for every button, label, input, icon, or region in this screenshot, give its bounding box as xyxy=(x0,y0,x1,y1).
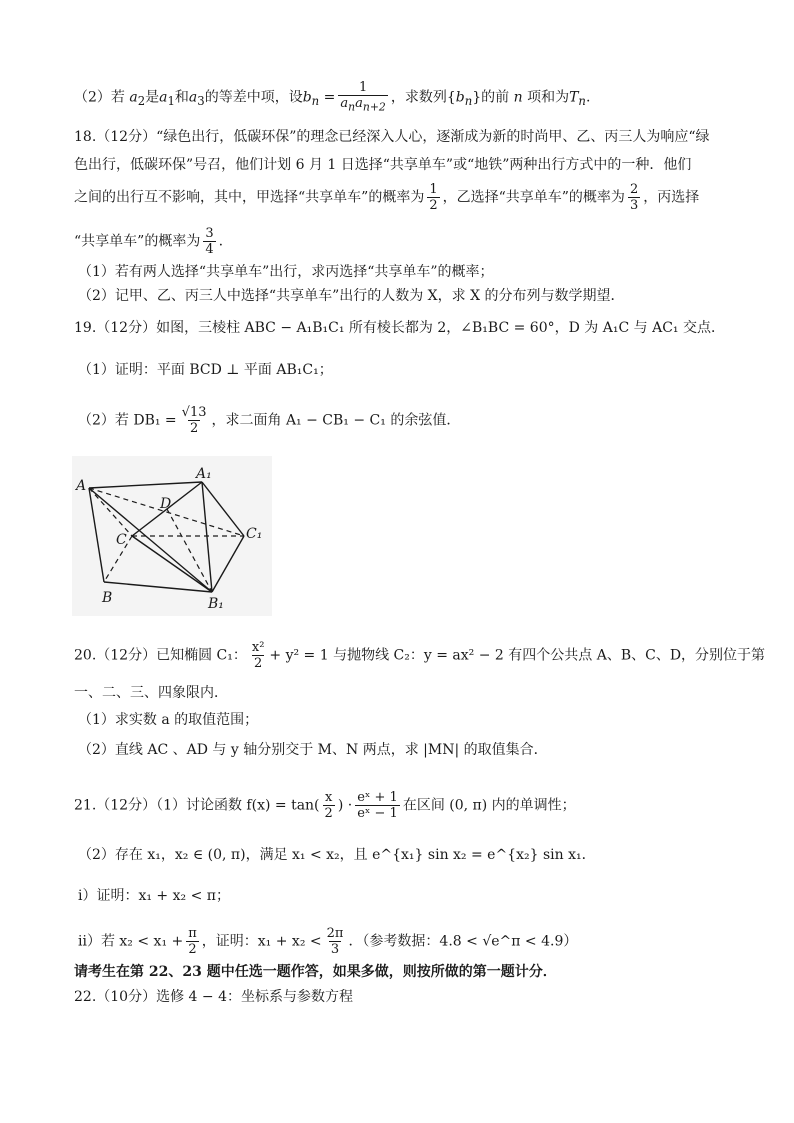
label-a: A xyxy=(76,478,87,494)
pi-over-2: $\frac{\pi}{2}$ xyxy=(188,926,197,957)
q20-line1: 20.（12分）已知椭圆 C₁： $\frac{\text{x²}}{2}$ + y² = 1 与抛物线 C₂：y = ax² − 2 有四个公共点 A、B、C、D，分别位于第 xyxy=(74,640,766,671)
q20-sub1: （1）求实数 a 的取值范围； xyxy=(78,712,259,728)
q19-sub2: （2）若 DB₁ = $\frac{√13}{2}$ ，求二面角 A₁ − CB₁ − C₁ 的余弦值． xyxy=(78,405,461,436)
ellipse-fraction: $\frac{\text{x²}}{2}$ xyxy=(251,640,265,671)
label-c: C xyxy=(116,532,127,548)
q18-line4: “共享单车”的概率为 $\frac{3}{4}$ . xyxy=(74,226,224,257)
q18-line1: 18.（12分）“绿色出行，低碳环保”的理念已经深入人心，逐渐成为新的时尚甲、乙、丙三人为响应“绿 xyxy=(74,129,710,145)
selection-notice: 请考生在第 22、23 题中任选一题作答，如果多做，则按所做的第一题计分． xyxy=(74,964,557,980)
label-b: B xyxy=(102,590,113,606)
q17-part2: （2）若 $a_2$是$a_1$和$a_3$的等差中项，设$b_n$ = $\frac{1}{a_na_{n+2}}$ ，求数列$\{b_n\}$的前 n 项和为$T_n$. xyxy=(74,80,591,114)
q22-title: 22.（10分）选修 4 − 4：坐标系与参数方程 xyxy=(74,989,353,1005)
q20-sub2: （2）直线 AC 、AD 与 y 轴分别交于 M、N 两点，求 |MN| 的取值集合． xyxy=(78,742,548,758)
label-a1: A₁ xyxy=(196,466,212,482)
prob-bing: $\frac{3}{4}$ xyxy=(205,226,214,257)
q19-line1: 19.（12分）如图，三棱柱 ABC − A₁B₁C₁ 所有棱长都为 2，∠B₁BC = 60°，D 为 A₁C 与 AC₁ 交点． xyxy=(74,320,725,336)
q18-sub2: （2）记甲、乙、丙三人中选择“共享单车”出行的人数为 X，求 X 的分布列与数学期望． xyxy=(78,288,625,304)
db1-fraction: $\frac{√13}{2}$ xyxy=(181,405,207,436)
label-d: D xyxy=(160,496,172,512)
x-over-2: $\frac{x}{2}$ xyxy=(324,790,333,821)
q21-sub2: （2）存在 x₁，x₂ ∈ (0, π)，满足 x₁ < x₂，且 e^{x₁} sin x₂ = e^{x₂} sin x₁． xyxy=(78,847,596,863)
q19-sub1: （1）证明：平面 BCD ⊥ 平面 AB₁C₁； xyxy=(78,362,333,378)
q18-line2: 色出行，低碳环保”号召，他们计划 6 月 1 日选择“共享单车”或“地铁”两种出行方式中的一种．他们 xyxy=(74,157,692,173)
q18-sub1: （1）若有两人选择“共享单车”出行，求丙选择“共享单车”的概率； xyxy=(78,264,494,280)
label-b1: B₁ xyxy=(208,596,224,612)
prob-yi: $\frac{2}{3}$ xyxy=(629,182,639,213)
q20-line2: 一、二、三、四象限内． xyxy=(74,685,228,701)
q21-sub-ii: ⅱ）若 x₂ < x₁ + $\frac{\pi}{2}$ ，证明：x₁ + x₂ < $\frac{2\pi}{3}$ ．（参考数据：4.8 < √e^π < 4.9） xyxy=(78,926,578,957)
q21-sub-i: ⅰ）证明：x₁ + x₂ < π； xyxy=(78,888,230,904)
prob-jia: $\frac{1}{2}$ xyxy=(429,182,438,213)
two-pi-over-3: $\frac{2\pi}{3}$ xyxy=(326,926,344,957)
fraction: $\frac{1}{a_na_{n+2}}$ xyxy=(340,80,386,114)
label-c1: C₁ xyxy=(246,526,263,542)
q21-line1: 21.（12分）（1）讨论函数 f(x) = tan( $\frac{x}{2}$ ) · $\frac{\text{eˣ + 1}}{\text{eˣ − 1}}$ 在区间 (0, π) 内的单调性； xyxy=(74,790,576,821)
exp-fraction: $\frac{\text{eˣ + 1}}{\text{eˣ − 1}}$ xyxy=(357,790,398,821)
prism-figure xyxy=(72,456,272,616)
q18-line3: 之间的出行互不影响，其中，甲选择“共享单车”的概率为 $\frac{1}{2}$ ，乙选择“共享单车”的概率为 $\frac{2}{3}$ ，丙选择 xyxy=(74,182,700,213)
